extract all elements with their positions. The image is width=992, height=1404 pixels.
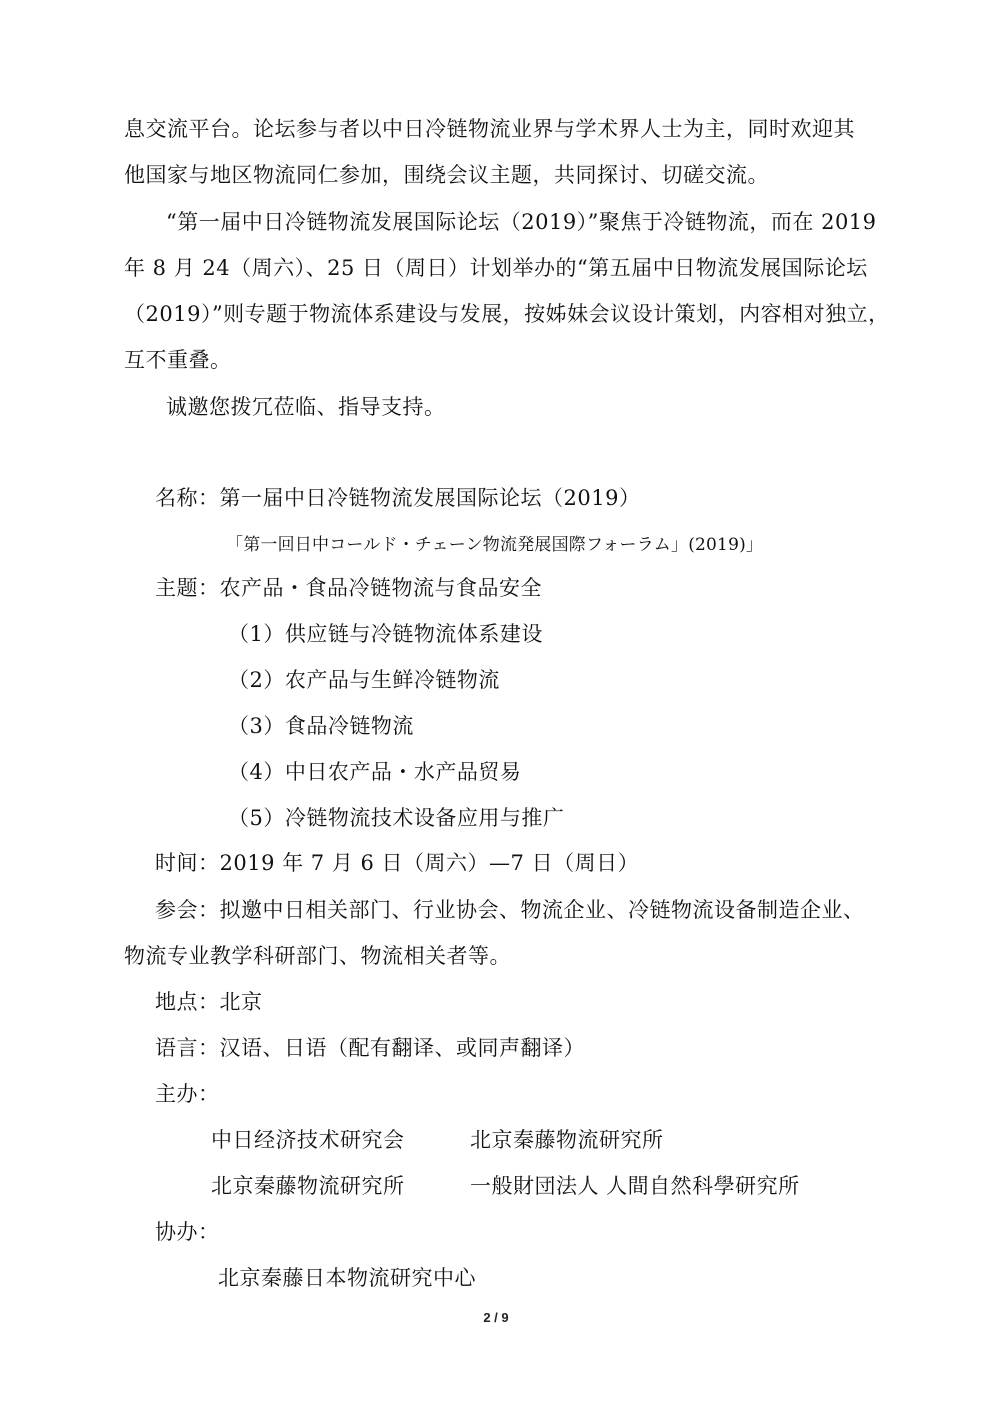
co-organizers-label: 协办： <box>155 1220 220 1244</box>
topic-item: （5）冷链物流技术设备应用与推广 <box>228 806 565 830</box>
co-organizer: 北京秦藤日本物流研究中心 <box>218 1266 476 1290</box>
participants-line-1: 参会：拟邀中日相关部门、行业协会、物流企业、冷链物流设备制造企业、 <box>155 898 865 922</box>
intro-line-1: 息交流平台。论坛参与者以中日冷链物流业界与学术界人士为主，同时欢迎其 <box>124 117 855 141</box>
intro-line-4: 年 8 月 24（周六）、25 日（周日）计划举办的“第五届中日物流发展国际论坛 <box>124 256 868 280</box>
forum-time: 时间：2019 年 7 月 6 日（周六）—7 日（周日） <box>155 851 640 875</box>
forum-theme: 主题：农产品・食品冷链物流与食品安全 <box>155 576 542 600</box>
host-organization: 北京秦藤物流研究所 <box>470 1128 664 1152</box>
forum-location: 地点：北京 <box>155 990 263 1014</box>
participants-line-2: 物流专业教学科研部门、物流相关者等。 <box>124 944 511 968</box>
topic-item: （3）食品冷链物流 <box>228 714 414 738</box>
hosts-label: 主办： <box>155 1082 220 1106</box>
topic-item: （1）供应链与冷链物流体系建设 <box>228 622 543 646</box>
invitation-line: 诚邀您拨冗莅临、指导支持。 <box>166 395 446 419</box>
forum-language: 语言：汉语、日语（配有翻译、或同声翻译） <box>155 1036 585 1060</box>
topic-item: （4）中日农产品・水产品贸易 <box>228 760 522 784</box>
intro-line-2: 他国家与地区物流同仁参加，围绕会议主题，共同探讨、切磋交流。 <box>124 163 769 187</box>
forum-name-japanese: 「第一回日中コールド・チェーン物流発展国際フォーラム」(2019)」 <box>226 535 764 555</box>
host-organization: 北京秦藤物流研究所 <box>211 1174 405 1198</box>
host-organization: 中日经济技术研究会 <box>211 1128 405 1152</box>
topic-item: （2）农产品与生鲜冷链物流 <box>228 668 500 692</box>
intro-line-5: （2019）”则专题于物流体系建设与发展，按姊妹会议设计策划，内容相对独立， <box>124 302 890 326</box>
intro-line-3: “第一届中日冷链物流发展国际论坛（2019）”聚焦于冷链物流，而在 2019 <box>166 210 877 234</box>
host-organization: 一般財団法人 人間自然科學研究所 <box>470 1174 800 1198</box>
forum-name: 名称：第一届中日冷链物流发展国际论坛（2019） <box>155 486 641 510</box>
page-number: 2 / 9 <box>483 1310 509 1325</box>
intro-line-6: 互不重叠。 <box>124 348 232 372</box>
